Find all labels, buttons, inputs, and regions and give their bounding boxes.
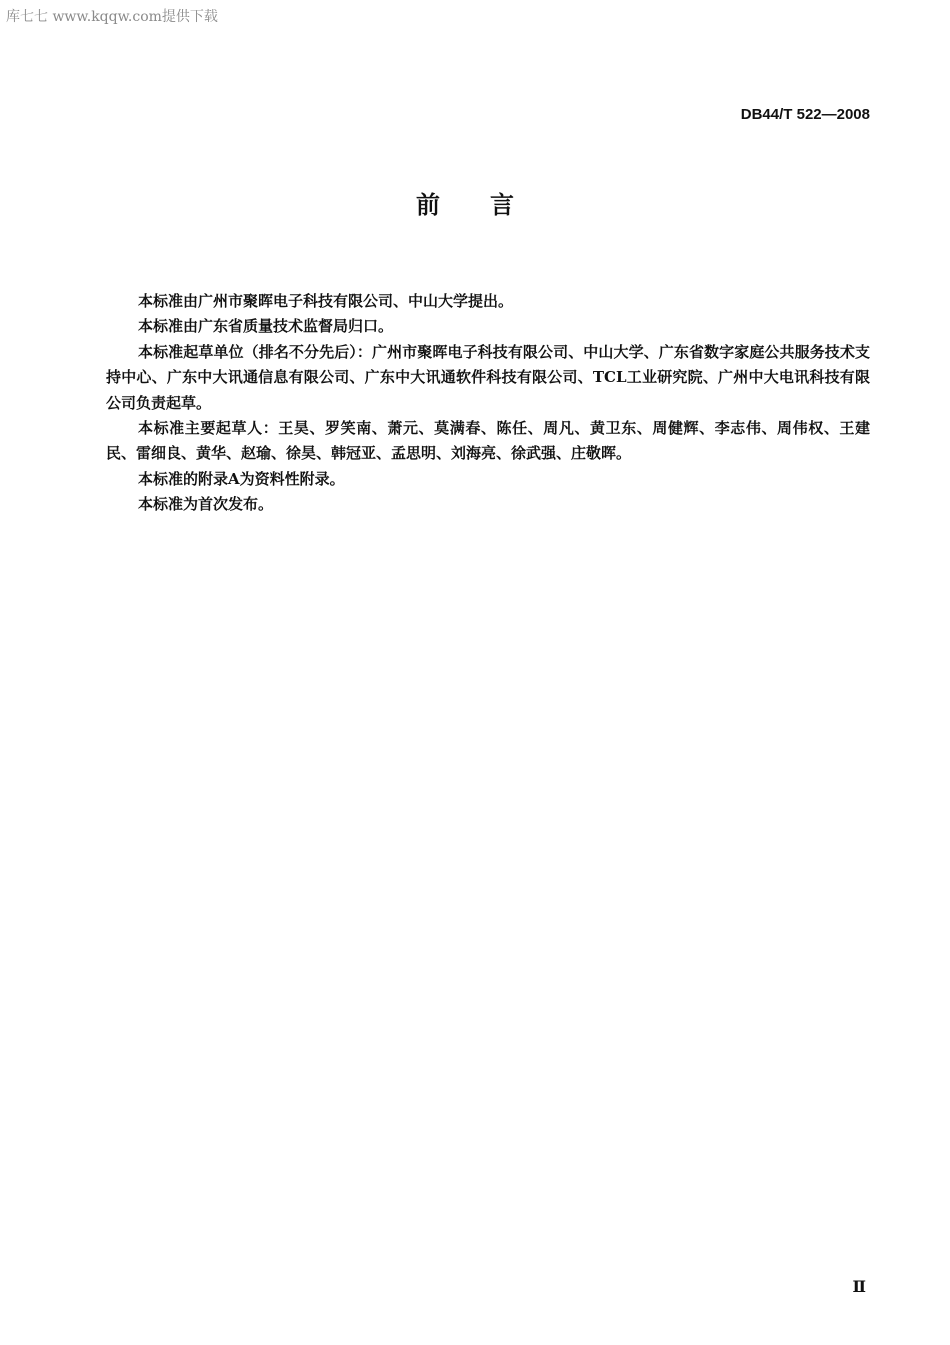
- paragraph-drafters: 本标准主要起草人：王昊、罗笑南、萧元、莫满春、陈任、周凡、黄卫东、周健辉、李志伟、周伟权、王建民、雷细良、黄华、赵瑜、徐昊、韩冠亚、孟思明、刘海亮、徐武强、庄敬晖。: [106, 419, 870, 463]
- page-title: 前言: [416, 191, 564, 219]
- page-number: Ⅱ: [852, 1277, 866, 1296]
- watermark-text: 库七七 www.kqqw.com提供下载: [6, 9, 218, 25]
- paragraph-proposer: 本标准由广州市聚晖电子科技有限公司、中山大学提出。: [138, 292, 514, 310]
- paragraph-appendix: 本标准的附录A为资料性附录。: [138, 469, 345, 488]
- standard-code: DB44/T 522—2008: [740, 106, 870, 123]
- paragraph-first-release: 本标准为首次发布。: [138, 495, 274, 514]
- paragraph-administrator: 本标准由广东省质量技术监督局归口。: [138, 317, 394, 336]
- foreword-body: [106, 289, 870, 518]
- paragraph-drafting-units: 本标准起草单位（排名不分先后）：广州市聚晖电子科技有限公司、中山大学、广东省数字家庭公共服务技术支持中心、广东中大讯通信息有限公司、广东中大讯通软件科技有限公司、TCL工业研究院、广州中大电讯科技有限公司负责起草。: [106, 342, 870, 412]
